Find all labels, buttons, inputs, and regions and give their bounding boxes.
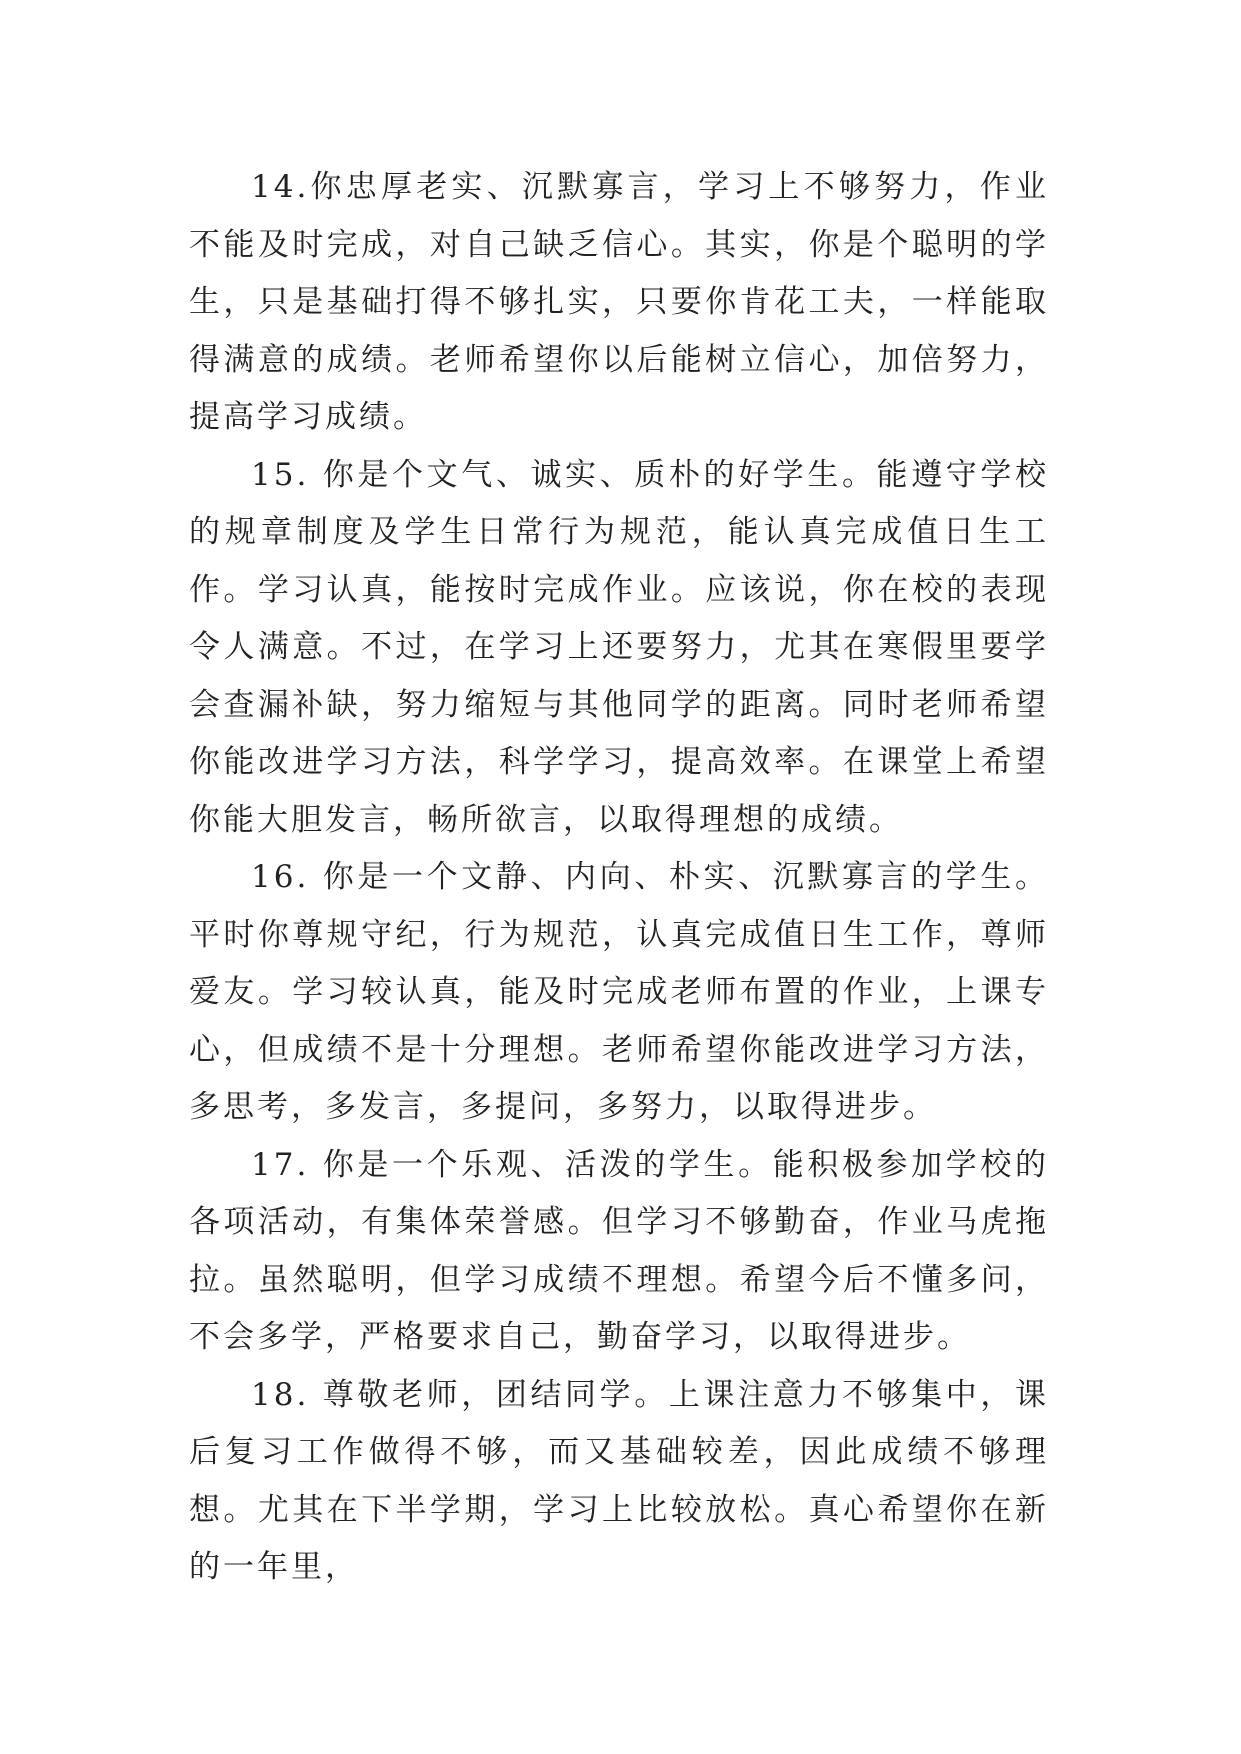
paragraph-14 bbox=[189, 159, 1049, 447]
paragraph-16 bbox=[189, 849, 1049, 1137]
paragraph-number: 14. bbox=[251, 169, 310, 205]
paragraph-text: 尊敬老师，团结同学。上课注意力不够集中，课后复习工作做得不够，而又基础较差，因此成绩不够理想。尤其在下半学期，学习上比较放松。真心希望你在新的一年里， bbox=[189, 1376, 1049, 1585]
paragraph-text: 你是一个文静、内向、朴实、沉默寡言的学生。平时你尊规守纪，行为规范，认真完成值日生工作，尊师爱友。学习较认真，能及时完成老师布置的作业，上课专心，但成绩不是十分理想。老师希望你能改进学习方法，多思考，多发言，多提问，多努力，以取得进步。 bbox=[189, 859, 1049, 1125]
paragraph-number: 17. bbox=[251, 1146, 310, 1183]
document-body bbox=[189, 159, 1049, 1597]
paragraph-15 bbox=[189, 447, 1049, 850]
paragraph-17 bbox=[189, 1137, 1049, 1367]
paragraph-number: 15. bbox=[251, 456, 310, 493]
paragraph-18 bbox=[189, 1367, 1049, 1597]
paragraph-text: 你是一个乐观、活泼的学生。能积极参加学校的各项活动，有集体荣誉感。但学习不够勤奋，作业马虎拖拉。虽然聪明，但学习成绩不理想。希望今后不懂多问，不会多学，严格要求自己，勤奋学习，以取得进步。 bbox=[189, 1146, 1049, 1355]
paragraph-number: 18. bbox=[251, 1376, 310, 1413]
paragraph-number: 16. bbox=[251, 859, 310, 895]
paragraph-text: 你忠厚老实、沉默寡言，学习上不够努力，作业不能及时完成，对自己缺乏信心。其实，你是个聪明的学生，只是基础打得不够扎实，只要你肯花工夫，一样能取得满意的成绩。老师希望你以后能树立信心，加倍努力，提高学习成绩。 bbox=[189, 169, 1049, 435]
paragraph-text: 你是个文气、诚实、质朴的好学生。能遵守学校的规章制度及学生日常行为规范，能认真完成值日生工作。学习认真，能按时完成作业。应该说，你在校的表现令人满意。不过，在学习上还要努力，尤其在寒假里要学会查漏补缺，努力缩短与其他同学的距离。同时老师希望你能改进学习方法，科学学习，提高效率。在课堂上希望你能大胆发言，畅所欲言，以取得理想的成绩。 bbox=[189, 456, 1049, 838]
